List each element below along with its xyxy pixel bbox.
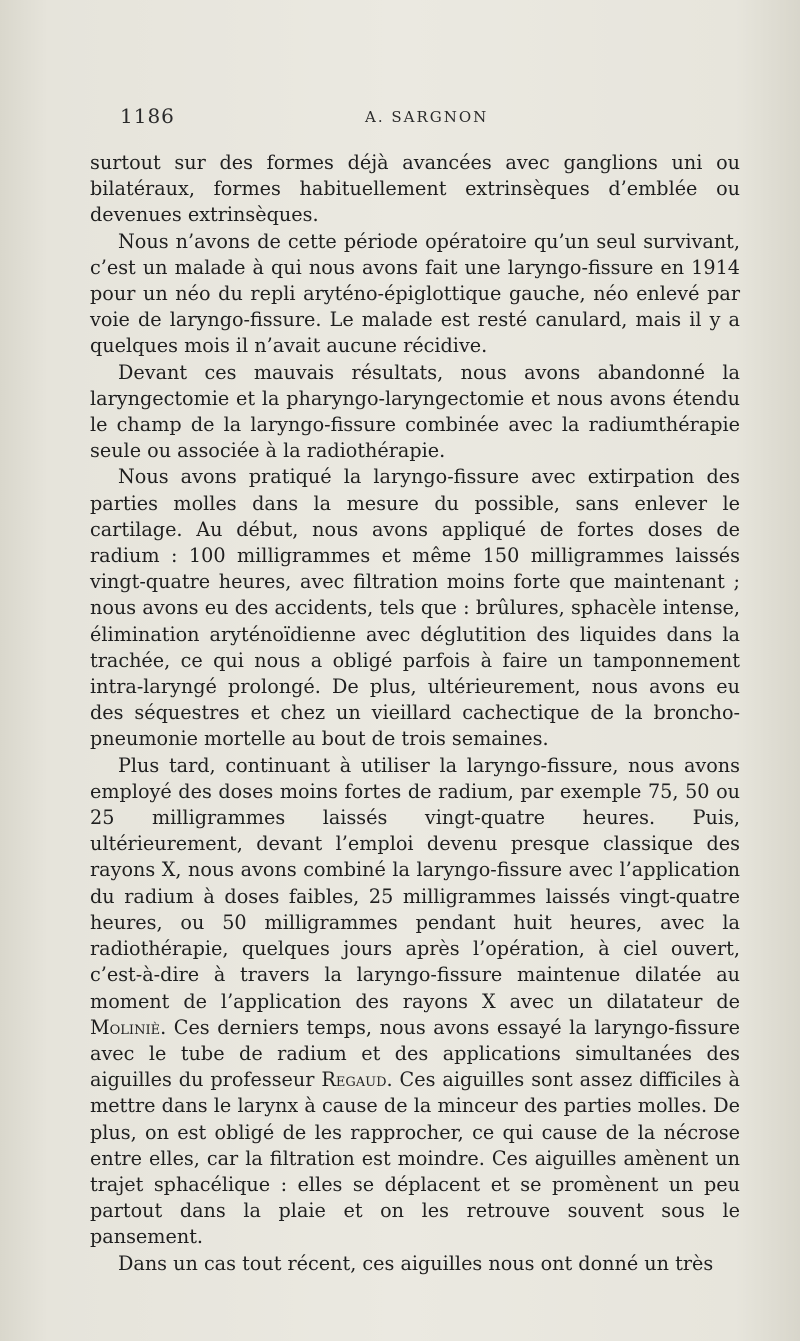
running-head: A. SARGNON — [365, 108, 489, 126]
text-segment: Devant ces mauvais résultats, nous avons abandonné la laryngectomie et la pharyngo-laryngectomie et nous avons étendu le champ de la laryngo-fissure combinée avec la radiumthérapie seule ou associée à la radiothérapie. — [90, 360, 740, 463]
text-segment: . Ces aiguilles sont assez difficiles à mettre dans le larynx à cause de la minceur des parties molles. De plus, on est obligé de les rapprocher, ce qui cause de la nécrose entre elles, car la filtration est moindre. Ces aiguilles amènent un trajet sphacélique : elles se déplacent et se promènent un peu partout dans la plaie et on les retrouve souvent sous le pansement. — [90, 1068, 740, 1249]
paragraph — [90, 229, 740, 360]
paragraph — [90, 464, 740, 752]
text-segment: Dans un cas tout récent, ces aiguilles nous ont donné un très — [118, 1251, 714, 1275]
page-number: 1186 — [120, 104, 175, 128]
text-segment: Nous avons pratiqué la laryngo-fissure avec extirpation des parties molles dans la mesure du possible, sans enlever le cartilage. Au début, nous avons appliqué de fortes doses de radium : 100 milligrammes et même 150 milligrammes laissés vingt-quatre heures, avec filtration moins forte que maintenant ; nous avons eu des accidents, tels que : brûlures, sphacèle intense, élimination aryténoïdienne avec déglutition des liquides dans la trachée, ce qui nous a obligé parfois à faire un tamponnement intra-laryngé prolongé. De plus, ultérieurement, nous avons eu des séquestres et chez un vieillard cachectique de la broncho-pneumonie mortelle au bout de trois semaines. — [90, 465, 740, 751]
text-segment: Plus tard, continuant à utiliser la laryngo-fissure, nous avons employé des doses moins fortes de radium, par exemple 75, 50 ou 25 milligrammes laissés vingt-quatre heures. Puis, ultérieurement, devant l’emploi devenu presque classique des rayons X, nous avons combiné la laryngo-fissure avec l’application du radium à doses faibles, 25 milligrammes laissés vingt-quatre heures, ou 50 milligrammes pendant huit heures, avec la radiothérapie, quelques jours après l’opération, à ciel ouvert, c’est-à-dire à travers la laryngo-fissure maintenue dilatée au moment de l’application des rayons X avec un dilatateur de — [90, 753, 740, 1013]
text-segment: surtout sur des formes déjà avancées avec ganglions uni ou bilatéraux, formes habituellement extrinsèques d’emblée ou devenues extrinsèques. — [90, 151, 740, 227]
body-text — [90, 150, 740, 1277]
paragraph — [90, 150, 740, 229]
paragraph — [90, 753, 740, 1251]
text-segment: Nous n’avons de cette période opératoire qu’un seul survivant, c’est un malade à qui nous avons fait une laryngo-fissure en 1914 pour un néo du repli aryténo-épiglottique gauche, néo enlevé par voie de laryngo-fissure. Le malade est resté canulard, mais il y a quelques mois il n’avait aucune récidive. — [90, 229, 740, 358]
text-segment: . Ces derniers temps, nous avons essayé la laryngo-fissure avec le tube de radium et des applications simultanées des aiguilles du professeur — [90, 1015, 740, 1092]
paragraph — [90, 360, 740, 465]
page-header — [120, 100, 760, 130]
paragraph — [90, 1251, 740, 1277]
author-name-molinie: Moliniè — [90, 1015, 161, 1039]
author-name-regaud: Regaud — [321, 1068, 387, 1092]
